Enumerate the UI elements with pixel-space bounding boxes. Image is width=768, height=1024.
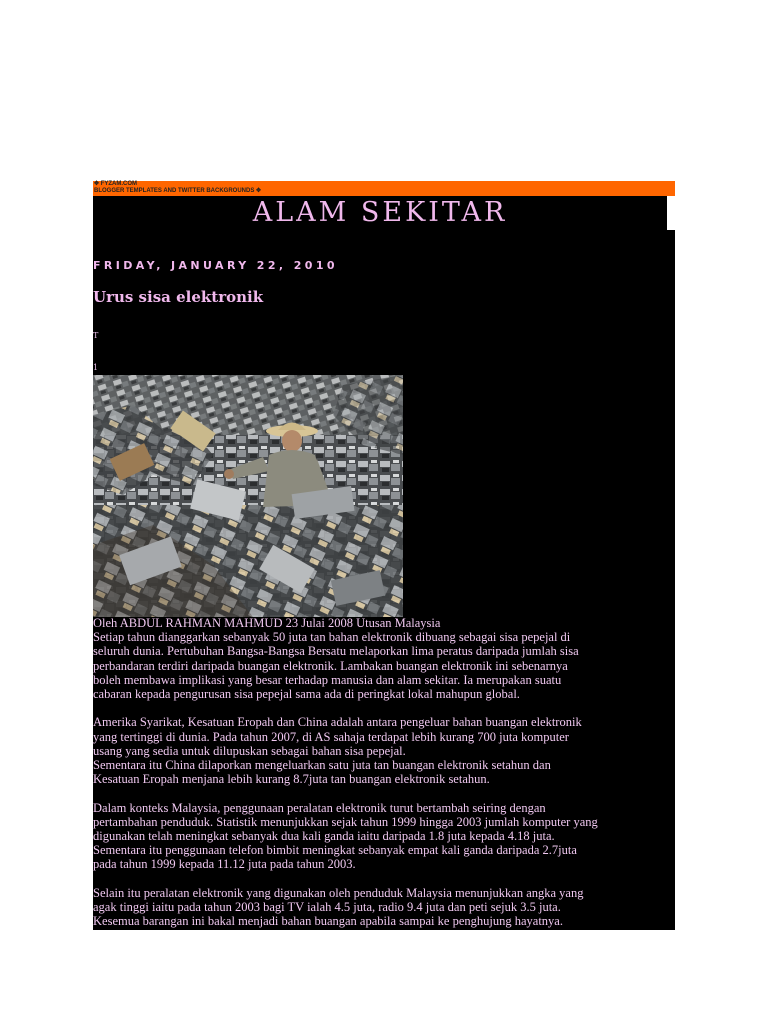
post-byline-paragraph [93, 616, 675, 701]
stray-marker-text: 1 [93, 363, 99, 372]
post-paragraph [93, 886, 675, 929]
paragraph-line: Sementara itu China dilaporkan mengeluarkan satu juta tan buangan elektronik setahun dan [93, 758, 551, 773]
e-waste-photo [93, 375, 403, 617]
paragraph-line: seluruh dunia. Pertubuhan Bangsa-Bangsa Bersatu melaporkan lima peratus daripada jumlah sisa [93, 644, 579, 659]
paragraph-line: Kesatuan Eropah menjana lebih kurang 8.7juta tan buangan elektronik setahun. [93, 772, 490, 787]
post-title[interactable]: Urus sisa elektronik [93, 288, 264, 306]
blog-title[interactable]: ALAM SEKITAR [252, 197, 508, 228]
stray-marker-text: T [93, 331, 99, 340]
template-credit-link[interactable]: ✥ FYZAM.COM [94, 181, 138, 187]
paragraph-line: pada tahun 1999 kepada 11.12 juta pada tahun 2003. [93, 857, 356, 872]
template-credit-tagline[interactable]: BLOGGER TEMPLATES AND TWITTER BACKGROUNDS ✥ [94, 188, 262, 194]
paragraph-line: perbandaran terdiri daripada buangan elektronik. Lambakan buangan elektronik ini sebenarnya [93, 658, 568, 673]
paragraph-line: Selain itu peralatan elektronik yang digunakan oleh penduduk Malaysia menunjukkan angka yang [93, 885, 584, 900]
post-date: FRIDAY, JANUARY 22, 2010 [93, 259, 338, 272]
paragraph-line: agak tinggi iaitu pada tahun 2003 bagi TV ialah 4.5 juta, radio 9.4 juta dan peti sejuk 3.5 juta. [93, 900, 561, 915]
paragraph-line: boleh membawa implikasi yang besar terhadap manusia dan alam sekitar. Ia merupakan suatu [93, 672, 562, 687]
header-gap [667, 196, 675, 230]
paragraph-line: yang tertinggi di dunia. Pada tahun 2007, di AS sahaja terdapat lebih kurang 700 juta komputer [93, 729, 569, 744]
post-paragraph [93, 715, 675, 786]
paragraph-line: Sementara itu penggunaan telefon bimbit meningkat sebanyak empat kali ganda daripada 2.7juta [93, 843, 577, 858]
paragraph-line: Dalam konteks Malaysia, penggunaan peralatan elektronik turut bertambah seiring dengan [93, 800, 546, 815]
paragraph-line: pertambahan penduduk. Statistik menunjukkan sejak tahun 1999 hingga 2003 jumlah komputer yang [93, 814, 598, 829]
paragraph-line: usang yang sedia untuk dilupuskan sebagai bahan sisa pepejal. [93, 743, 406, 758]
template-credit-bar [93, 181, 675, 196]
post-byline: Oleh ABDUL RAHMAN MAHMUD 23 Julai 2008 Utusan Malaysia [93, 616, 441, 630]
post-paragraph [93, 801, 675, 872]
paragraph-line: Kesemua barangan ini bakal menjadi bahan buangan apabila sampai ke penghujung hayatnya. [93, 914, 563, 929]
paragraph-line: cabaran kepada pengurusan sisa pepejal sama ada di peringkat lokal mahupun global. [93, 687, 520, 702]
post-body [93, 616, 675, 930]
post-container [93, 230, 675, 930]
paragraph-line: Setiap tahun dianggarkan sebanyak 50 juta tan bahan elektronik dibuang sebagai sisa pepejal di [93, 630, 571, 645]
paragraph-line: Amerika Syarikat, Kesatuan Eropah dan China adalah antara pengeluar bahan buangan elektronik [93, 715, 582, 730]
blog-header [93, 196, 667, 230]
paragraph-line: digunakan telah meningkat sebanyak dua kali ganda iaitu daripada 1.8 juta kepada 4.18 juta. [93, 829, 555, 844]
